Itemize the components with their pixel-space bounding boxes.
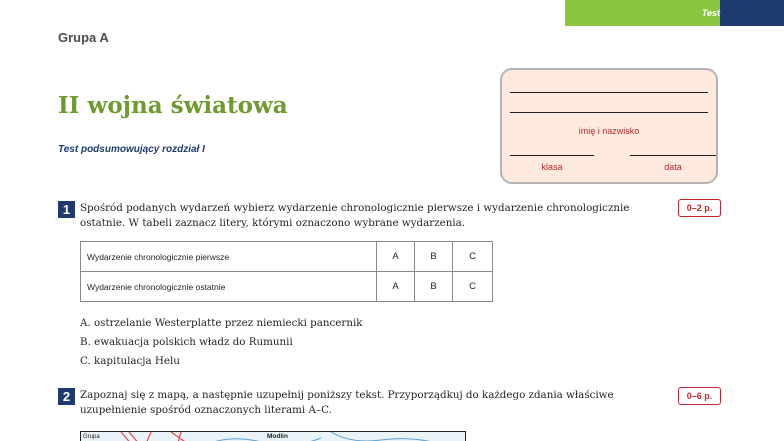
question-1-line-1: Spośród podanych wydarzeń wybierz wydarzenie chronologicznie pierwsze i wydarzenie chronologicznie — [80, 202, 630, 214]
page-subtitle: Test podsumowujący rozdział I — [58, 144, 205, 155]
answer-c: C. kapitulacja Helu — [80, 355, 180, 367]
answer-b: B. ewakuacja polskich władz do Rumunii — [80, 336, 293, 348]
option-a-first[interactable]: A — [377, 242, 415, 272]
name-label: imię i nazwisko — [578, 126, 640, 136]
map-figure — [80, 431, 466, 441]
question-1-answers — [80, 314, 363, 371]
table-row — [81, 272, 493, 302]
group-label: Grupa A — [58, 30, 109, 45]
question-2-number: 2 — [58, 388, 75, 405]
class-label: klasa — [541, 162, 563, 172]
option-c-first[interactable]: C — [453, 242, 493, 272]
option-b-last[interactable]: B — [415, 272, 453, 302]
header-label: Test — [701, 8, 720, 18]
option-b-first[interactable]: B — [415, 242, 453, 272]
table-row-label: Wydarzenie chronologicznie pierwsze — [81, 242, 377, 272]
header-bar-navy — [720, 0, 784, 26]
option-a-last[interactable]: A — [377, 272, 415, 302]
question-2-line-2: uzupełnienie spośród oznaczonych literami A–C. — [80, 404, 332, 416]
date-line — [630, 155, 716, 156]
answer-a: A. ostrzelanie Westerplatte przez niemiecki pancernik — [80, 317, 363, 329]
page-title: II wojna światowa — [58, 92, 288, 119]
question-2-line-1: Zapoznaj się z mapą, a następnie uzupełnij poniższy tekst. Przyporządkuj do każdego zdania właściwe — [80, 389, 614, 401]
question-1-line-2: ostatnie. W tabeli zaznacz litery, którymi oznaczono wybrane wydarzenia. — [80, 217, 466, 229]
date-label: data — [664, 162, 682, 172]
student-info-box — [500, 68, 718, 184]
events-table — [80, 241, 493, 302]
question-2-text — [80, 388, 680, 418]
question-1-number: 1 — [58, 201, 75, 218]
name-line-top — [510, 92, 708, 93]
map-city-label: Modlin — [267, 433, 288, 440]
name-line — [510, 112, 708, 113]
table-row-label: Wydarzenie chronologicznie ostatnie — [81, 272, 377, 302]
question-1-text — [80, 201, 680, 231]
question-2-points: 0–6 p. — [678, 387, 721, 405]
class-line — [510, 155, 594, 156]
option-c-last[interactable]: C — [453, 272, 493, 302]
table-row — [81, 242, 493, 272]
question-1-points: 0–2 p. — [678, 199, 721, 217]
map-side-label: Grupa — [83, 434, 100, 440]
